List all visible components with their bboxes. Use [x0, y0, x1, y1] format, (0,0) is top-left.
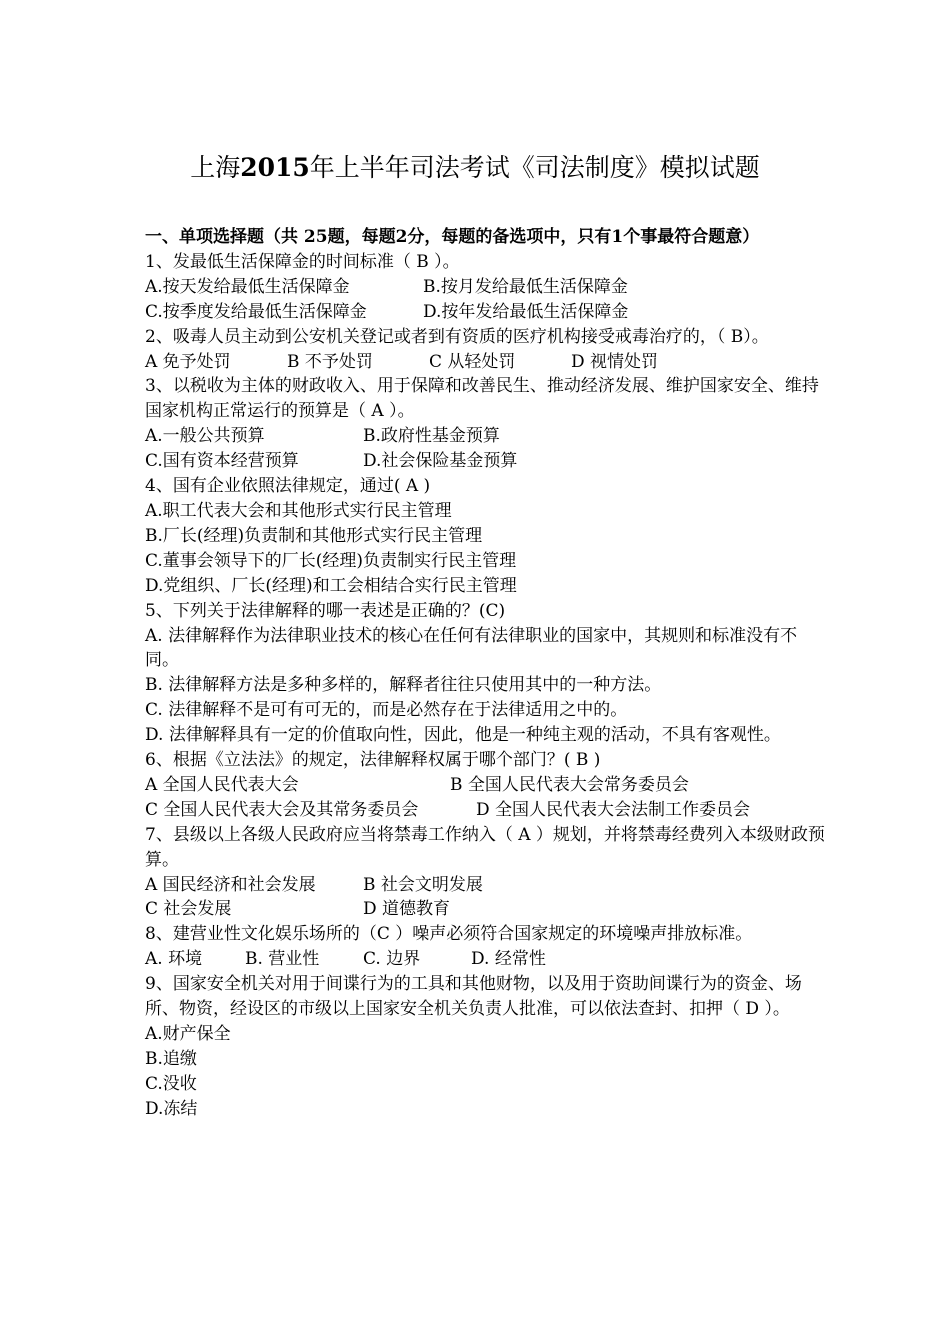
option-d: D. 法律解释具有一定的价值取向性，因此，他是一种纯主观的活动，不具有客观性。 — [145, 725, 781, 746]
option-b: B.追缴 — [145, 1048, 197, 1069]
option-d: D.按年发给最低生活保障金 — [423, 301, 629, 322]
question-6-options-row-1 — [145, 773, 825, 798]
question-9: 9、国家安全机关对用于间谍行为的工具和其他财物，以及用于资助间谍行为的资金、场所、物资，经设区的市级以上国家安全机关负责人批准，可以依法查封、扣押（ D ）。 — [145, 974, 802, 1020]
option-c: C. 边界 — [363, 949, 421, 970]
option-b: B.厂长(经理)负责制和其他形式实行民主管理 — [145, 525, 483, 546]
option-d: D.社会保险基金预算 — [363, 451, 518, 472]
option-b: B. 法律解释方法是多种多样的，解释者往往只使用其中的一种方法。 — [145, 675, 662, 696]
option-d: D 视情处罚 — [571, 351, 659, 372]
option-c: C.董事会领导下的厂长(经理)负责制实行民主管理 — [145, 550, 517, 571]
option-a: A 全国人民代表大会 — [145, 774, 299, 795]
document-body — [145, 225, 825, 1122]
question-2-options — [145, 350, 825, 375]
question-7-options-row-2 — [145, 897, 825, 922]
document-title — [0, 150, 950, 186]
question-4: 4、国有企业依照法律规定，通过( A ) — [145, 476, 431, 497]
option-c: C 从轻处罚 — [429, 351, 516, 372]
option-a: A.职工代表大会和其他形式实行民主管理 — [145, 500, 452, 521]
question-1-options-row-2 — [145, 300, 825, 325]
question-8: 8、建营业性文化娱乐场所的（C ）噪声必须符合国家规定的环境噪声排放标准。 — [145, 924, 753, 945]
question-3-options-row-2 — [145, 449, 825, 474]
question-3-options-row-1 — [145, 424, 825, 449]
option-a: A. 法律解释作为法律职业技术的核心在任何有法律职业的国家中，其规则和标准没有不同。 — [145, 625, 798, 671]
option-b: B 不予处罚 — [287, 351, 373, 372]
option-a: A 免予处罚 — [145, 351, 231, 372]
question-3: 3、以税收为主体的财政收入、用于保障和改善民生、推动经济发展、维护国家安全、维持国家机构正常运行的预算是（ A ）。 — [145, 376, 819, 422]
option-b: B.按月发给最低生活保障金 — [423, 276, 628, 297]
option-c: C 全国人民代表大会及其常务委员会 — [145, 799, 419, 820]
option-b: B.政府性基金预算 — [363, 426, 500, 447]
option-b: B 全国人民代表大会常务委员会 — [450, 774, 689, 795]
option-c: C.没收 — [145, 1073, 197, 1094]
question-1-options-row-1 — [145, 275, 825, 300]
option-a: A.一般公共预算 — [145, 426, 265, 447]
question-2: 2、吸毒人员主动到公安机关登记或者到有资质的医疗机构接受戒毒治疗的，（ B）。 — [145, 326, 769, 347]
option-c: C. 法律解释不是可有可无的，而是必然存在于法律适用之中的。 — [145, 700, 628, 721]
title-suffix: 年上半年司法考试《司法制度》模拟试题 — [309, 153, 760, 182]
option-d: D.冻结 — [145, 1098, 198, 1119]
option-d: D. 经常性 — [471, 949, 546, 970]
option-c: C 社会发展 — [145, 899, 232, 920]
section-heading: 一、单项选择题（共 25题，每题2分，每题的备选项中，只有1个事最符合题意） — [145, 227, 760, 247]
question-7: 7、县级以上各级人民政府应当将禁毒工作纳入（ A ）规划，并将禁毒经费列入本级财政预算。 — [145, 824, 825, 870]
option-c: C.按季度发给最低生活保障金 — [145, 301, 367, 322]
option-a: A.财产保全 — [145, 1024, 231, 1044]
option-b: B 社会文明发展 — [363, 874, 483, 895]
title-year: 2015 — [240, 153, 310, 182]
option-a: A 国民经济和社会发展 — [145, 874, 316, 895]
title-prefix: 上海 — [190, 153, 241, 182]
option-b: B. 营业性 — [245, 949, 320, 970]
option-d: D 道德教育 — [363, 899, 451, 920]
question-5: 5、下列关于法律解释的哪一表述是正确的？(C) — [145, 600, 506, 621]
option-a: A.按天发给最低生活保障金 — [145, 276, 350, 297]
option-d: D 全国人民代表大会法制工作委员会 — [476, 799, 751, 820]
question-7-options-row-1 — [145, 873, 825, 898]
question-8-options — [145, 947, 825, 972]
question-6-options-row-2 — [145, 798, 825, 823]
question-6: 6、根据《立法法》的规定，法律解释权属于哪个部门？( B ) — [145, 750, 601, 771]
option-c: C.国有资本经营预算 — [145, 451, 299, 472]
option-a: A. 环境 — [145, 949, 203, 970]
option-d: D.党组织、厂长(经理)和工会相结合实行民主管理 — [145, 575, 517, 596]
question-1: 1、发最低生活保障金的时间标准（ B ）。 — [145, 251, 460, 272]
